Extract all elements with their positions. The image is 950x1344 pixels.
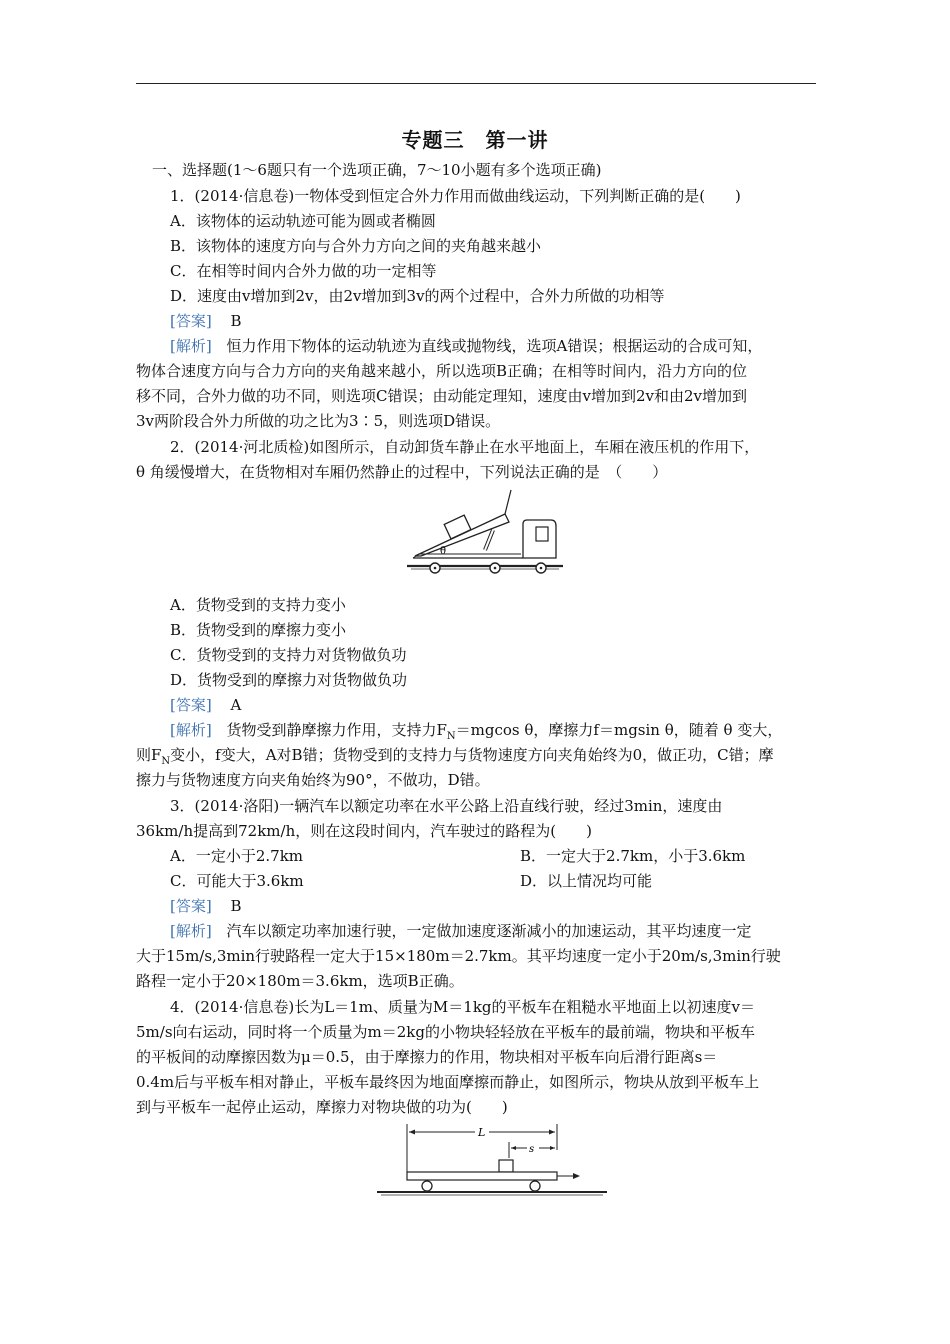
q2-answer — [170, 695, 854, 715]
q1-option-c: C．在相等时间内合外力做的功一定相等 — [170, 262, 437, 280]
q2-option-d: D．货物受到的摩擦力对货物做负功 — [170, 671, 408, 689]
q2-analysis-line-1 — [170, 720, 854, 747]
answer-value: B — [230, 312, 242, 330]
length-label: L — [478, 1126, 486, 1139]
answer-tag: [答案] — [170, 897, 212, 915]
q1-answer — [170, 311, 854, 331]
answer-tag: [答案] — [170, 696, 212, 714]
dump-truck-figure — [405, 488, 565, 580]
q4-stem-line-5: 到与平板车一起停止运动，摩擦力对物块做的功为( ) — [136, 1098, 508, 1116]
q3-options-row-2 — [170, 871, 854, 891]
distance-label: s — [529, 1144, 535, 1155]
q3-stem-line-2: 36km/h提高到72km/h，则在这段时间内，汽车驶过的路程为( ) — [136, 822, 592, 840]
analysis-text: 恒力作用下物体的运动轨迹为直线或抛物线，选项A错误；根据运动的合成可知， — [226, 337, 763, 355]
section-heading: 一、选择题(1～6题只有一个选项正确，7～10小题有多个选项正确) — [152, 161, 602, 179]
q3-analysis-line-3: 路程一定小于20×180m＝3.6km，选项B正确。 — [136, 972, 464, 990]
q1-option-b: B．该物体的速度方向与合外力方向之间的夹角越来越小 — [170, 237, 542, 255]
analysis-tag: [解析] — [170, 337, 212, 355]
q2-analysis-line-2 — [136, 745, 820, 772]
q1-option-d: D．速度由v增加到2v，由2v增加到3v的两个过程中，合外力所做的功相等 — [170, 287, 665, 305]
answer-value: B — [230, 897, 242, 915]
q3-option-b: B．一定大于2.7km，小于3.6km — [520, 847, 746, 865]
q3-analysis-line-2: 大于15m/s,3min行驶路程一定大于15×180m＝2.7km。其平均速度一定小于20m/s,3min行驶 — [136, 947, 781, 965]
q2-option-a: A．货物受到的支持力变小 — [170, 596, 346, 614]
subscript-n: N — [161, 756, 171, 767]
q1-analysis-line-4: 3v两阶段合外力所做的功之比为3∶5，则选项D错误。 — [136, 412, 501, 430]
analysis-text-b: 变小，f变大，A对B错；货物受到的支持力与货物速度方向夹角始终为0，做正功，C错；摩 — [170, 746, 774, 764]
q3-option-c: C．可能大于3.6km — [170, 872, 304, 890]
q1-analysis-line-1 — [170, 336, 854, 356]
theta-label: θ — [440, 546, 447, 557]
q4-stem-line-3: 的平板间的动摩擦因数为μ＝0.5，由于摩擦力的作用，物块相对平板车向后滑行距离s＝ — [136, 1048, 718, 1066]
q3-option-a: A．一定小于2.7km — [170, 847, 304, 865]
analysis-tag: [解析] — [170, 922, 212, 940]
q3-options-row-1 — [170, 846, 854, 866]
q2-analysis-line-3: 擦力与货物速度方向夹角始终为90°，不做功，D错。 — [136, 771, 490, 789]
q3-option-d: D．以上情况均可能 — [520, 872, 653, 890]
q4-stem-line-1: 4．(2014·信息卷)长为L＝1m、质量为M＝1kg的平板车在粗糙水平地面上以初速度v＝ — [170, 998, 755, 1016]
q4-stem-line-2: 5m/s向右运动，同时将一个质量为m＝2kg的小物块轻轻放在平板车的最前端，物块和平板车 — [136, 1023, 755, 1041]
analysis-text: 汽车以额定功率加速行驶，一定做加速度逐渐减小的加速运动，其平均速度一定 — [226, 922, 752, 940]
analysis-text-b: ＝mgcos θ，摩擦力f＝mgsin θ，随着 θ 变大， — [455, 721, 783, 739]
answer-tag: [答案] — [170, 312, 212, 330]
q2-option-c: C．货物受到的支持力对货物做负功 — [170, 646, 407, 664]
answer-value: A — [230, 696, 242, 714]
q4-stem-line-4: 0.4m后与平板车相对静止，平板车最终因为地面摩擦而静止，如图所示，物块从放到平板车上 — [136, 1073, 760, 1091]
analysis-text-a: 货物受到静摩擦力作用，支持力F — [226, 721, 447, 739]
q1-stem: 1．(2014·信息卷)一物体受到恒定合外力作用而做曲线运动，下列判断正确的是( ) — [170, 187, 741, 205]
q3-analysis-line-1 — [170, 921, 854, 941]
subscript-n: N — [446, 731, 456, 742]
q1-option-a: A．该物体的运动轨迹可能为圆或者椭圆 — [170, 212, 436, 230]
q3-answer — [170, 896, 854, 916]
page-title: 专题三 第一讲 — [401, 128, 549, 152]
q2-option-b: B．货物受到的摩擦力变小 — [170, 621, 347, 639]
analysis-text-a: 则F — [136, 746, 162, 764]
header-rule — [136, 83, 816, 84]
q1-analysis-line-2: 物体合速度方向与合力方向的夹角越来越小，所以选项B正确；在相等时间内，沿力方向的位 — [136, 362, 748, 380]
q1-analysis-line-3: 移不同，合外力做的功不同，则选项C错误；由动能定理知，速度由v增加到2v和由2v增加到 — [136, 387, 747, 405]
q2-stem-line-1: 2．(2014·河北质检)如图所示，自动卸货车静止在水平地面上，车厢在液压机的作用下， — [170, 438, 760, 456]
flatcar-figure — [375, 1120, 610, 1202]
q3-stem-line-1: 3．(2014·洛阳)一辆汽车以额定功率在水平公路上沿直线行驶，经过3min，速度由 — [170, 797, 723, 815]
analysis-tag: [解析] — [170, 721, 212, 739]
q2-stem-line-2: θ 角缓慢增大，在货物相对车厢仍然静止的过程中，下列说法正确的是 （ ） — [136, 463, 668, 481]
